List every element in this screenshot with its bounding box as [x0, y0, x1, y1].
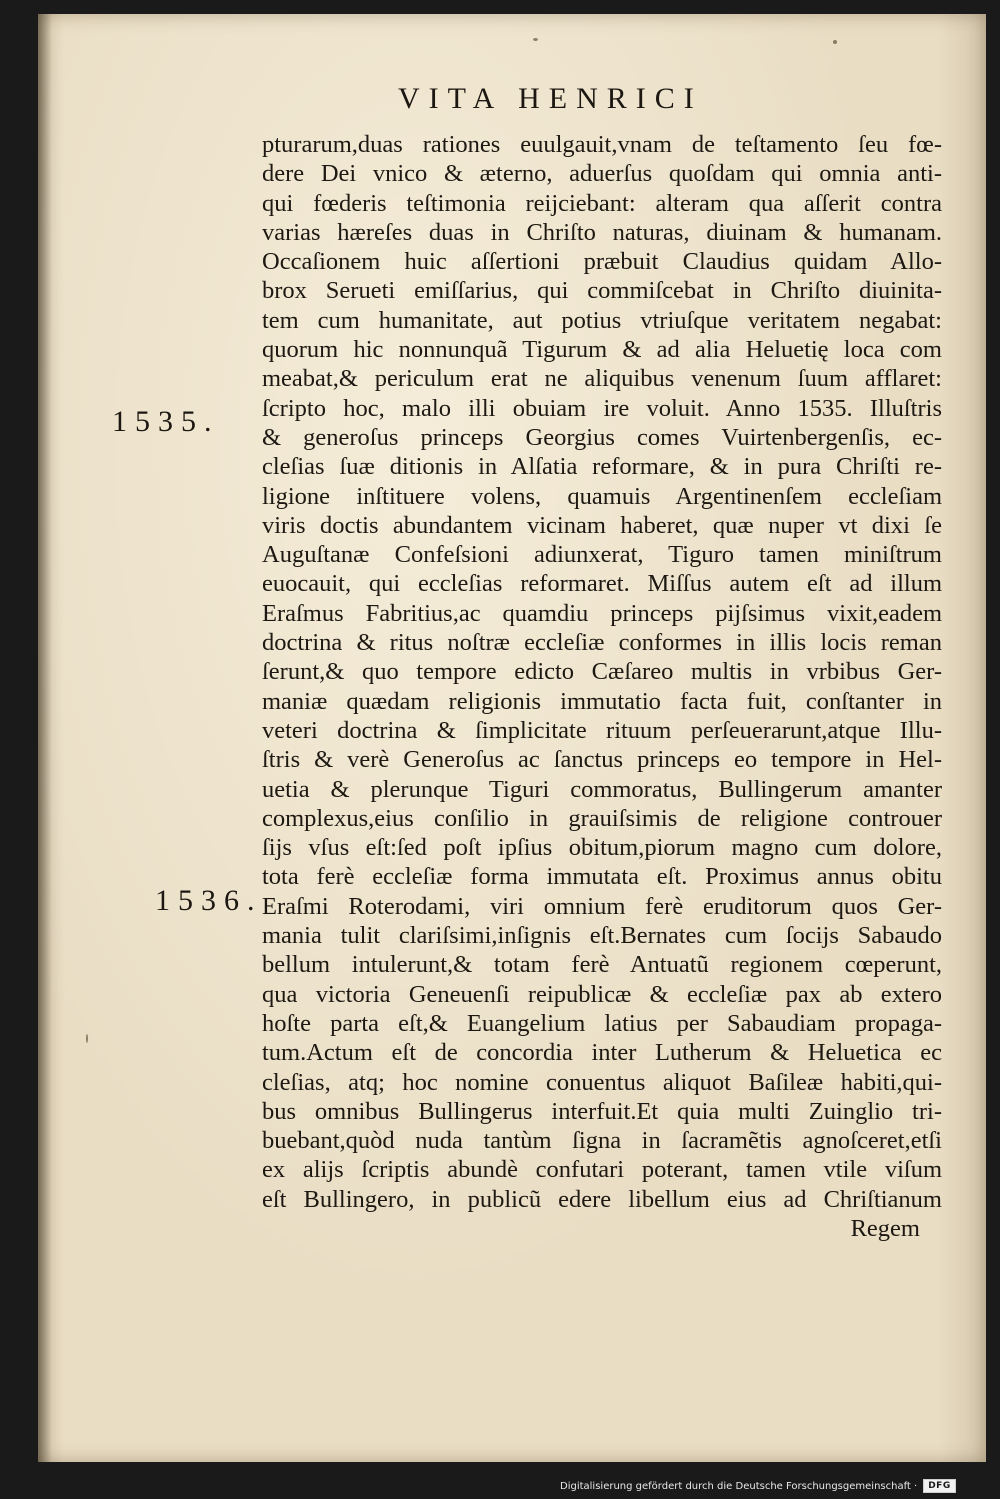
text-line: & generoſus princeps Georgius comes Vuirtenbergenſis, ec-: [262, 423, 942, 451]
text-line: pturarum,duas rationes euulgauit,vnam de teſtamento ſeu fœ-: [262, 131, 942, 158]
margin-year-1535: 1535.: [112, 405, 220, 438]
text-line: uetia & plerunque Tiguri commoratus, Bullingerum amanter: [262, 775, 942, 803]
text-line: bus omnibus Bullingerus interfuit.Et quia multi Zuinglio tri-: [262, 1097, 942, 1125]
text-line: cleſias, atq; hoc nomine conuentus aliquot Baſileæ habiti,qui-: [262, 1068, 942, 1096]
text-line: ligione inſtituere volens, quamuis Argentinenſem eccleſiam: [262, 482, 942, 510]
text-line: ex alijs ſcriptis abundè confutari poterant, tamen vtile viſum: [262, 1156, 942, 1184]
text-line: bellum intulerunt,& totam ferè Antuatũ regionem cœperunt,: [262, 951, 942, 979]
text-line: eſt Bullingero, in publicũ edere libellum eius ad Chriſtianum: [262, 1185, 942, 1213]
text-line: dere Dei vnico & æterno, aduerſus quoſdam qui omnia anti-: [262, 160, 942, 188]
paper-speck: [86, 1034, 88, 1043]
paper-speck: [533, 38, 538, 41]
text-line: doctrina & ritus noſtræ eccleſiæ conformes in illis locis reman: [262, 629, 942, 657]
text-line: ſerunt,& quo tempore edicto Cæſareo multis in vrbibus Ger-: [262, 658, 942, 686]
text-line: ſtris & verè Generoſus ac ſanctus princeps eo tempore in Hel-: [262, 746, 942, 774]
running-head: VITA HENRICI: [398, 82, 703, 115]
text-line: hoſte parta eſt,& Euangelium latius per Sabaudiam propaga-: [262, 1009, 942, 1037]
text-line: buebant,quòd nuda tantùm ſigna in ſacramẽtis agnoſceret,etſi: [262, 1127, 942, 1155]
text-line: brox Serueti emiſſarius, qui commiſcebat in Chriſto diuinita-: [262, 277, 942, 305]
text-line: viris doctis abundantem vicinam haberet, quæ nuper vt dixi ſe: [262, 511, 942, 539]
text-line: tota ferè eccleſiæ forma immutata eſt. Proximus annus obitu: [262, 863, 942, 891]
spine-shadow: [38, 14, 52, 1462]
text-line: Occaſionem huic aſſertioni præbuit Claudius quidam Allo-: [262, 248, 942, 276]
body-text: [262, 130, 942, 1243]
text-line: Eraſmus Fabritius,ac quamdiu princeps pijſsimus vixit,eadem: [262, 599, 942, 627]
digitization-footer: [560, 1477, 956, 1495]
text-line: maniæ quædam religionis immutatio facta fuit, conſtanter in: [262, 687, 942, 715]
text-line: meabat,& periculum erat ne aliquibus venenum ſuum afflaret:: [262, 365, 942, 393]
funding-credit: Digitalisierung gefördert durch die Deutsche Forschungsgemeinschaft ·: [560, 1480, 918, 1492]
text-line: ſijs vſus eſt:ſed poſt ipſius obitum,piorum magno cum dolore,: [262, 834, 942, 862]
text-line: cleſias ſuæ ditionis in Alſatia reformare, & in pura Chriſti re-: [262, 453, 942, 481]
paper-speck: [833, 40, 837, 44]
text-line: qui fœderis teſtimonia reijciebant: alteram qua aſſerit contra: [262, 189, 942, 217]
text-line: qua victoria Geneuenſi reipublicæ & eccleſiæ pax ab extero: [262, 980, 942, 1008]
catchword: Regem: [850, 1214, 920, 1242]
text-line: Eraſmi Roterodami, viri omnium ferè eruditorum quos Ger-: [262, 892, 942, 920]
margin-year-1536: 1536.: [155, 884, 263, 917]
text-line: Auguſtanæ Confeſsioni adiunxerat, Tiguro tamen miniſtrum: [262, 541, 942, 569]
text-line: euocauit, qui eccleſias reformaret. Miſſus autem eſt ad illum: [262, 570, 942, 598]
text-line: complexus,eius conſilio in grauiſsimis de religione controuer: [262, 804, 942, 832]
text-line: veteri doctrina & ſimplicitate rituum perſeuerarunt,atque Illu-: [262, 716, 942, 744]
text-line: varias hæreſes duas in Chriſto naturas, diuinam & humanam.: [262, 218, 942, 246]
dfg-logo: DFG: [923, 1479, 956, 1493]
text-line: tum.Actum eſt de concordia inter Lutherum & Heluetica ec: [262, 1039, 942, 1067]
text-line: ſcripto hoc, malo illi obuiam ire voluit. Anno 1535. Illuſtris: [262, 394, 942, 422]
text-line: quorum hic nonnunquã Tigurum & ad alia Heluetię loca com: [262, 336, 942, 364]
text-line: tem cum humanitate, aut potius vtriuſque veritatem negabat:: [262, 306, 942, 334]
text-line: mania tulit clariſsimi,inſignis eſt.Bernates cum ſocijs Sabaudo: [262, 922, 942, 950]
